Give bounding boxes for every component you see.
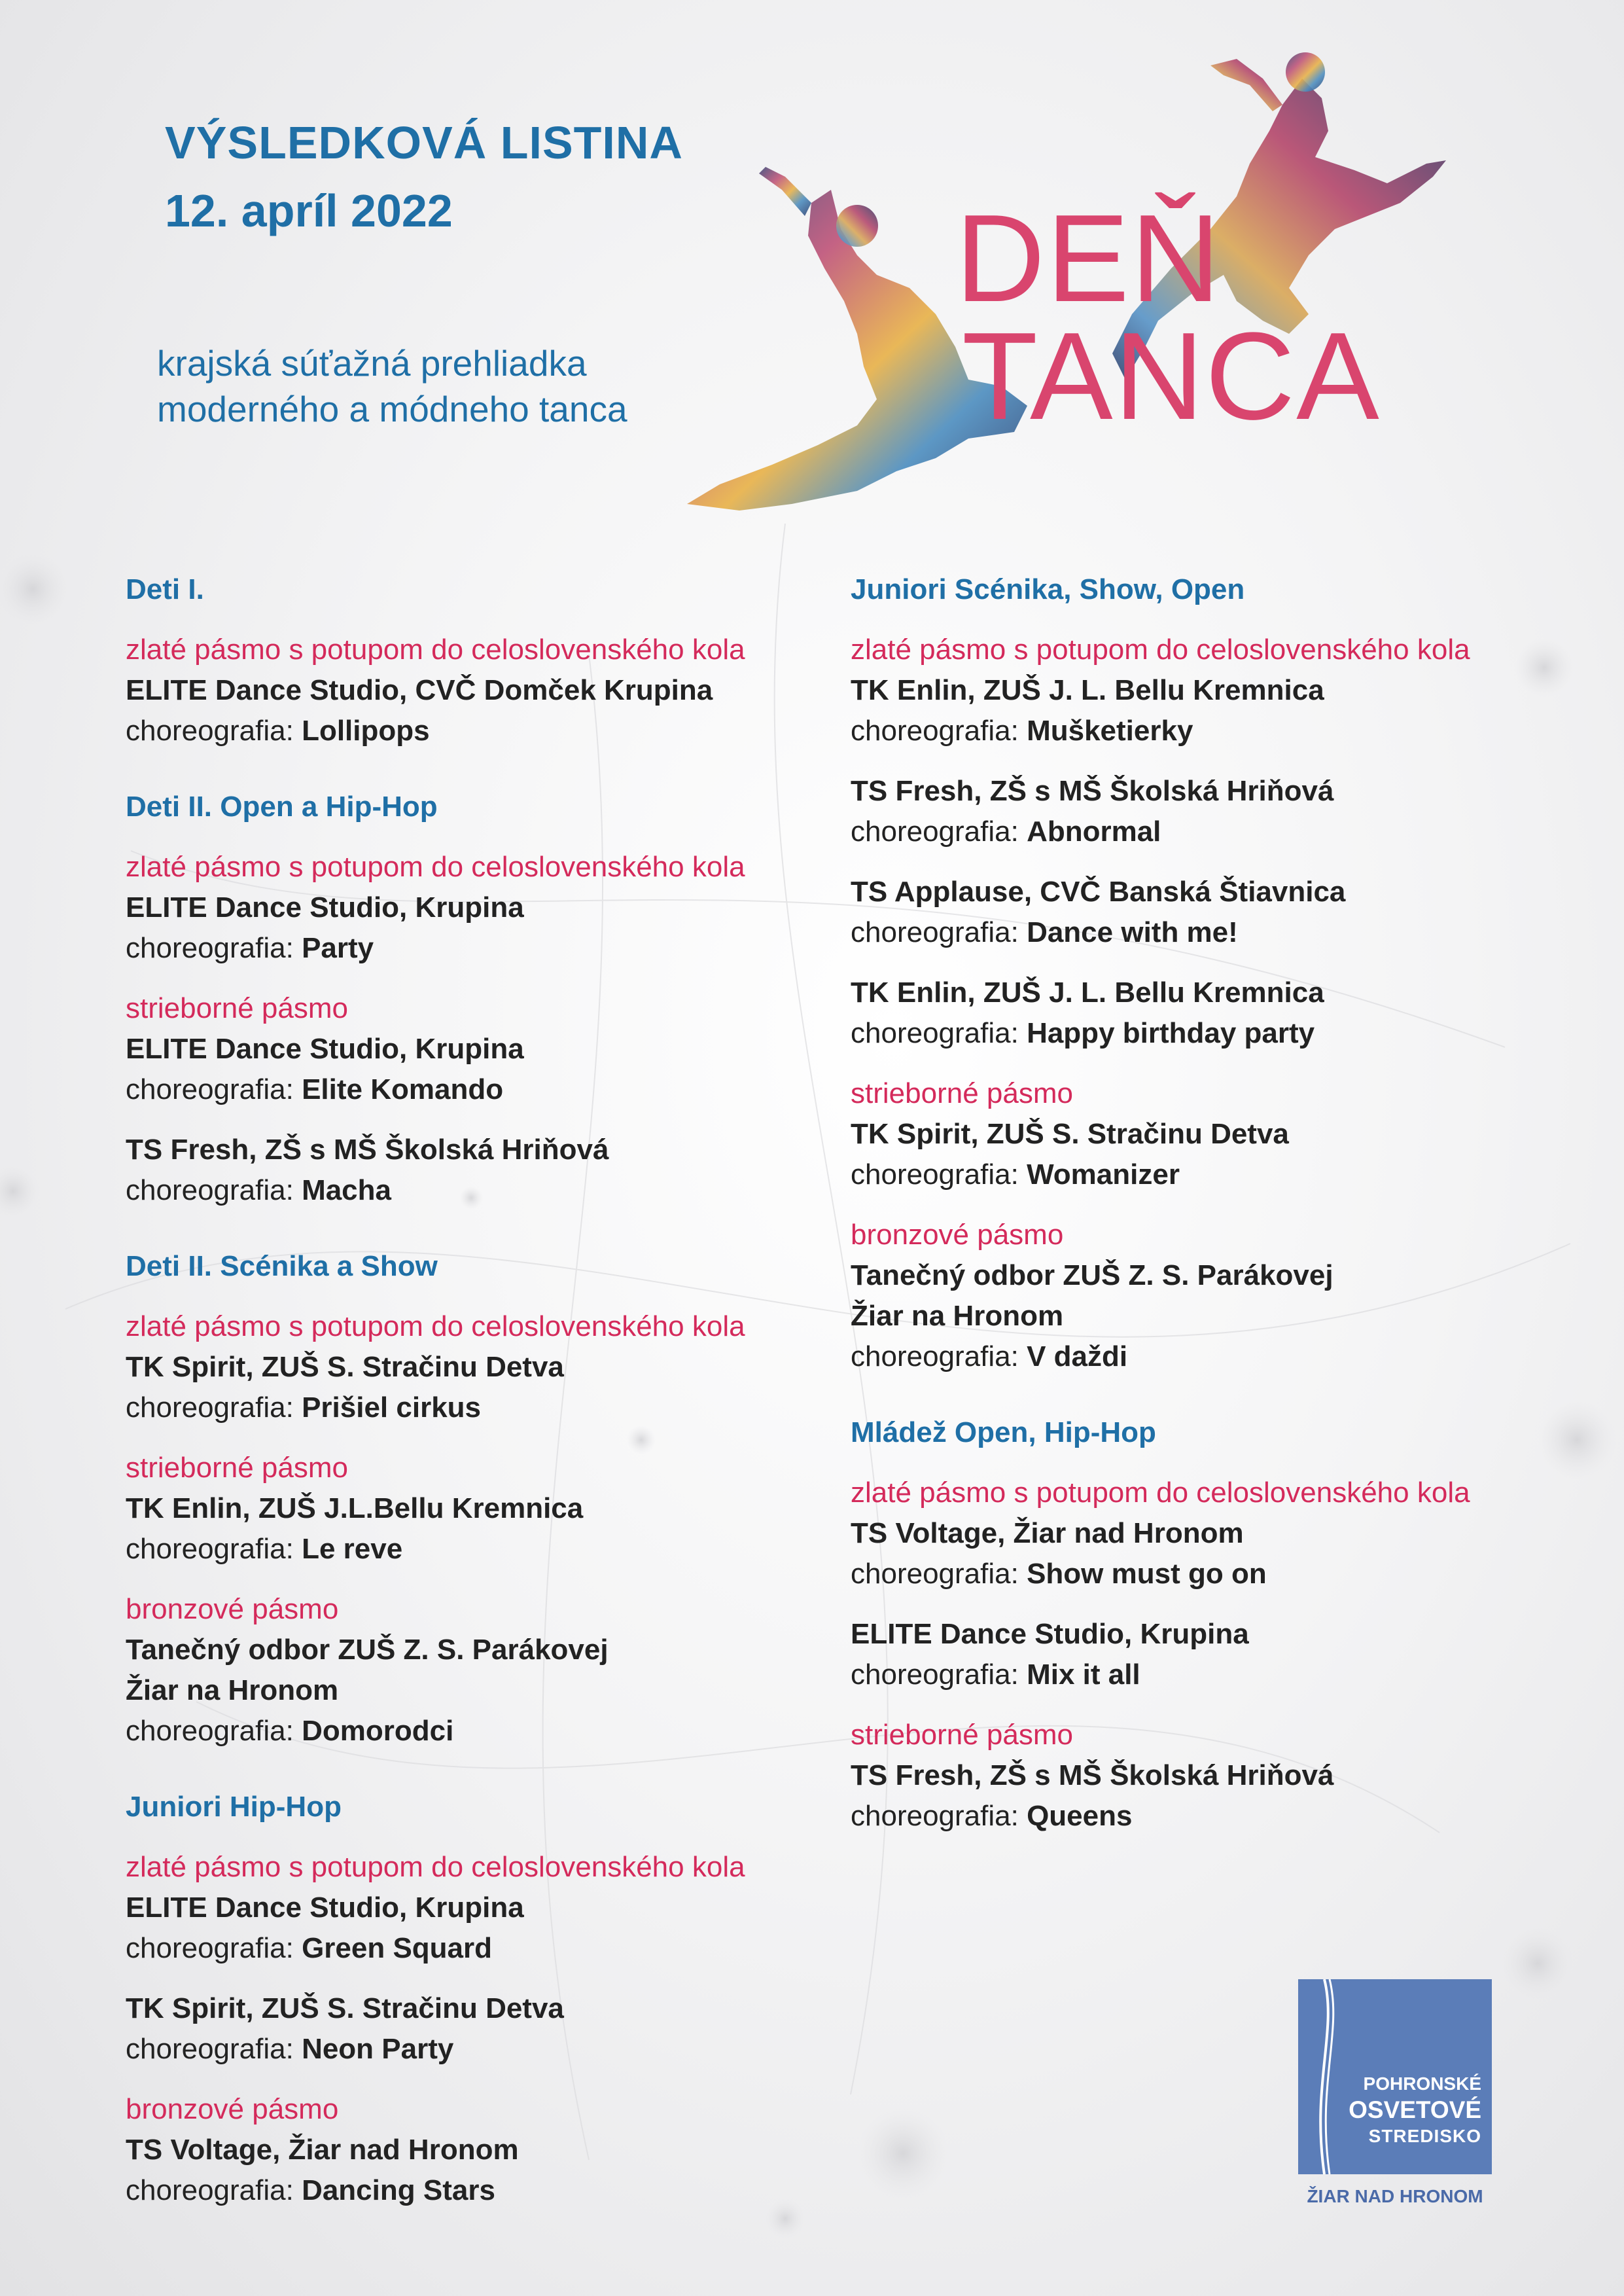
ensemble-name: TS Applause, CVČ Banská Štiavnica bbox=[851, 876, 1346, 908]
award-band-block bbox=[126, 1847, 806, 2070]
left-dancer-head bbox=[836, 205, 878, 247]
result-entry bbox=[126, 1029, 806, 1110]
choreography-line bbox=[851, 1013, 1531, 1054]
choreography-line bbox=[126, 928, 806, 969]
choreography-title: Queens bbox=[1027, 1800, 1133, 1832]
result-entry bbox=[851, 973, 1531, 1054]
award-band-label: zlaté pásmo s potupom do celoslovenského kola bbox=[851, 1477, 1470, 1509]
result-entry bbox=[851, 1255, 1531, 1377]
ensemble-name: Tanečný odbor ZUŠ Z. S. Parákovej bbox=[851, 1259, 1333, 1291]
org-line-3: STREDISKO bbox=[1368, 2126, 1481, 2146]
ensemble-name: ELITE Dance Studio, Krupina bbox=[126, 1892, 524, 1924]
choreography-line bbox=[851, 1796, 1531, 1837]
choreography-title: Lollipops bbox=[302, 715, 430, 747]
category-title: Juniori Scénika, Show, Open bbox=[851, 573, 1245, 605]
page-title: VÝSLEDKOVÁ LISTINA bbox=[165, 117, 683, 168]
choreography-line bbox=[851, 1554, 1531, 1594]
org-line-2: OSVETOVÉ bbox=[1349, 2096, 1481, 2123]
ensemble-name: ELITE Dance Studio, Krupina bbox=[126, 1033, 524, 1065]
event-subtitle bbox=[157, 340, 746, 432]
choreography-title: Le reve bbox=[302, 1533, 403, 1565]
award-band-block bbox=[851, 1715, 1531, 1837]
choreography-label: choreografia: bbox=[126, 1073, 294, 1105]
result-entry bbox=[126, 888, 806, 969]
award-band-block bbox=[851, 630, 1531, 1054]
choreography-label: choreografia: bbox=[851, 816, 1019, 848]
right-dancer-arm bbox=[1210, 59, 1282, 111]
choreography-label: choreografia: bbox=[851, 1558, 1019, 1590]
choreography-label: choreografia: bbox=[126, 1932, 294, 1964]
choreography-title: Dance with me! bbox=[1027, 916, 1238, 948]
result-entry bbox=[126, 1888, 806, 1969]
result-entry bbox=[126, 1347, 806, 1428]
result-entry bbox=[126, 2130, 806, 2211]
award-band-block bbox=[126, 1589, 806, 1751]
ensemble-name: TS Fresh, ZŠ s MŠ Školská Hriňová bbox=[851, 1759, 1334, 1791]
choreography-line bbox=[851, 711, 1531, 751]
result-entry bbox=[851, 1513, 1531, 1594]
choreography-label: choreografia: bbox=[126, 2033, 294, 2065]
choreography-line bbox=[126, 1388, 806, 1428]
choreography-label: choreografia: bbox=[851, 715, 1019, 747]
logo-text-line1: DEŇ bbox=[955, 189, 1222, 328]
subtitle-line-2: moderného a módneho tanca bbox=[157, 389, 627, 429]
ensemble-name: Tanečný odbor ZUŠ Z. S. Parákovej bbox=[126, 1634, 609, 1666]
choreography-line bbox=[126, 1928, 806, 1969]
ensemble-name: TS Fresh, ZŠ s MŠ Školská Hriňová bbox=[851, 775, 1334, 807]
choreography-title: Party bbox=[302, 932, 374, 964]
category-title: Deti II. Scénika a Show bbox=[126, 1250, 438, 1282]
award-band-label: bronzové pásmo bbox=[126, 2093, 339, 2125]
award-band-label: strieborné pásmo bbox=[851, 1719, 1073, 1751]
award-band-block bbox=[126, 1448, 806, 1570]
choreography-line bbox=[126, 2170, 806, 2211]
logo-text-line2: TANCA bbox=[962, 307, 1381, 446]
choreography-title: Mix it all bbox=[1027, 1659, 1140, 1691]
results-right-column bbox=[851, 569, 1531, 1872]
result-entry bbox=[126, 1488, 806, 1570]
choreography-label: choreografia: bbox=[851, 1017, 1019, 1049]
choreography-title: Elite Komando bbox=[302, 1073, 504, 1105]
choreography-title: Green Squard bbox=[302, 1932, 493, 1964]
choreography-label: choreografia: bbox=[851, 1800, 1019, 1832]
ensemble-name: TK Spirit, ZUŠ S. Stračinu Detva bbox=[851, 1118, 1289, 1150]
result-entry bbox=[851, 1114, 1531, 1195]
category-title: Juniori Hip-Hop bbox=[126, 1791, 342, 1823]
results-left-column bbox=[126, 569, 806, 2246]
choreography-label: choreografia: bbox=[126, 1174, 294, 1206]
choreography-title: Neon Party bbox=[302, 2033, 454, 2065]
choreography-label: choreografia: bbox=[851, 1158, 1019, 1191]
organization-logo bbox=[1298, 1979, 1492, 2174]
ensemble-name: TK Enlin, ZUŠ J.L.Bellu Kremnica bbox=[126, 1492, 584, 1524]
choreography-title: Mušketierky bbox=[1027, 715, 1193, 747]
choreography-line bbox=[851, 1336, 1531, 1377]
choreography-label: choreografia: bbox=[126, 715, 294, 747]
choreography-line bbox=[126, 1711, 806, 1751]
subtitle-line-1: krajská súťažná prehliadka bbox=[157, 343, 587, 384]
category-title: Deti I. bbox=[126, 573, 204, 605]
event-date: 12. apríl 2022 bbox=[165, 185, 453, 236]
org-line-1: POHRONSKÉ bbox=[1363, 2073, 1481, 2094]
choreography-title: Macha bbox=[302, 1174, 392, 1206]
choreography-line bbox=[126, 1069, 806, 1110]
award-band-label: strieborné pásmo bbox=[126, 1452, 348, 1484]
choreography-title: Happy birthday party bbox=[1027, 1017, 1315, 1049]
choreography-line bbox=[851, 912, 1531, 953]
result-entry bbox=[126, 1130, 806, 1211]
ensemble-name: TK Enlin, ZUŠ J. L. Bellu Kremnica bbox=[851, 674, 1324, 706]
choreography-label: choreografia: bbox=[126, 932, 294, 964]
result-entry bbox=[851, 670, 1531, 751]
award-band-block bbox=[851, 1215, 1531, 1377]
ensemble-name: ELITE Dance Studio, Krupina bbox=[851, 1618, 1249, 1650]
choreography-title: Abnormal bbox=[1027, 816, 1161, 848]
award-band-block bbox=[126, 630, 806, 751]
award-band-label: strieborné pásmo bbox=[851, 1077, 1073, 1109]
choreography-title: Domorodci bbox=[302, 1715, 454, 1747]
choreography-line bbox=[851, 812, 1531, 852]
category-block bbox=[126, 787, 806, 1211]
award-band-block bbox=[851, 1073, 1531, 1195]
choreography-line bbox=[126, 1170, 806, 1211]
category-block bbox=[126, 569, 806, 751]
award-band-label: zlaté pásmo s potupom do celoslovenského kola bbox=[126, 851, 745, 883]
result-entry bbox=[126, 1988, 806, 2070]
choreography-line bbox=[126, 1529, 806, 1570]
ensemble-name: ELITE Dance Studio, CVČ Domček Krupina bbox=[126, 674, 713, 706]
award-band-block bbox=[126, 847, 806, 969]
ensemble-name: TS Voltage, Žiar nad Hronom bbox=[851, 1517, 1244, 1549]
organization-name bbox=[1318, 2071, 1481, 2149]
award-band-label: bronzové pásmo bbox=[851, 1219, 1064, 1251]
award-band-block bbox=[126, 988, 806, 1211]
choreography-label: choreografia: bbox=[851, 916, 1019, 948]
ensemble-name: Žiar na Hronom bbox=[126, 1674, 339, 1706]
ensemble-name: TS Voltage, Žiar nad Hronom bbox=[126, 2134, 519, 2166]
award-band-block bbox=[851, 1473, 1531, 1695]
award-band-block bbox=[126, 2089, 806, 2211]
award-band-label: zlaté pásmo s potupom do celoslovenského kola bbox=[126, 634, 745, 666]
choreography-label: choreografia: bbox=[126, 2174, 294, 2206]
category-block bbox=[851, 569, 1531, 1377]
choreography-label: choreografia: bbox=[851, 1659, 1019, 1691]
choreography-title: Dancing Stars bbox=[302, 2174, 495, 2206]
ensemble-name: TK Enlin, ZUŠ J. L. Bellu Kremnica bbox=[851, 977, 1324, 1009]
ensemble-name: TK Spirit, ZUŠ S. Stračinu Detva bbox=[126, 1992, 564, 2024]
result-entry bbox=[851, 1614, 1531, 1695]
category-block bbox=[126, 1246, 806, 1751]
award-band-label: strieborné pásmo bbox=[126, 992, 348, 1024]
choreography-label: choreografia: bbox=[851, 1340, 1019, 1372]
choreography-title: Prišiel cirkus bbox=[302, 1391, 482, 1424]
ensemble-name: Žiar na Hronom bbox=[851, 1300, 1064, 1332]
choreography-title: Show must go on bbox=[1027, 1558, 1267, 1590]
category-title: Mládež Open, Hip-Hop bbox=[851, 1416, 1156, 1448]
category-title: Deti II. Open a Hip-Hop bbox=[126, 791, 438, 823]
choreography-line bbox=[126, 2029, 806, 2070]
choreography-title: Womanizer bbox=[1027, 1158, 1180, 1191]
result-entry bbox=[851, 771, 1531, 852]
left-dancer-arm bbox=[759, 167, 811, 216]
result-entry bbox=[126, 1630, 806, 1751]
ensemble-name: TS Fresh, ZŠ s MŠ Školská Hriňová bbox=[126, 1134, 609, 1166]
award-band-label: bronzové pásmo bbox=[126, 1593, 339, 1625]
right-dancer-head bbox=[1286, 52, 1325, 92]
choreography-line bbox=[851, 1155, 1531, 1195]
ensemble-name: TK Spirit, ZUŠ S. Stračinu Detva bbox=[126, 1351, 564, 1383]
choreography-label: choreografia: bbox=[126, 1533, 294, 1565]
result-entry bbox=[126, 670, 806, 751]
organization-city: ŽIAR NAD HRONOM bbox=[1307, 2186, 1483, 2206]
award-band-label: zlaté pásmo s potupom do celoslovenského kola bbox=[851, 634, 1470, 666]
award-band-label: zlaté pásmo s potupom do celoslovenského kola bbox=[126, 1310, 745, 1342]
award-band-label: zlaté pásmo s potupom do celoslovenského kola bbox=[126, 1851, 745, 1883]
choreography-line bbox=[851, 1655, 1531, 1695]
choreography-label: choreografia: bbox=[126, 1391, 294, 1424]
choreography-title: V daždi bbox=[1027, 1340, 1128, 1372]
choreography-line bbox=[126, 711, 806, 751]
choreography-label: choreografia: bbox=[126, 1715, 294, 1747]
result-entry bbox=[851, 872, 1531, 953]
category-block bbox=[851, 1412, 1531, 1837]
ensemble-name: ELITE Dance Studio, Krupina bbox=[126, 891, 524, 924]
result-entry bbox=[851, 1755, 1531, 1837]
award-band-block bbox=[126, 1306, 806, 1428]
category-block bbox=[126, 1787, 806, 2211]
